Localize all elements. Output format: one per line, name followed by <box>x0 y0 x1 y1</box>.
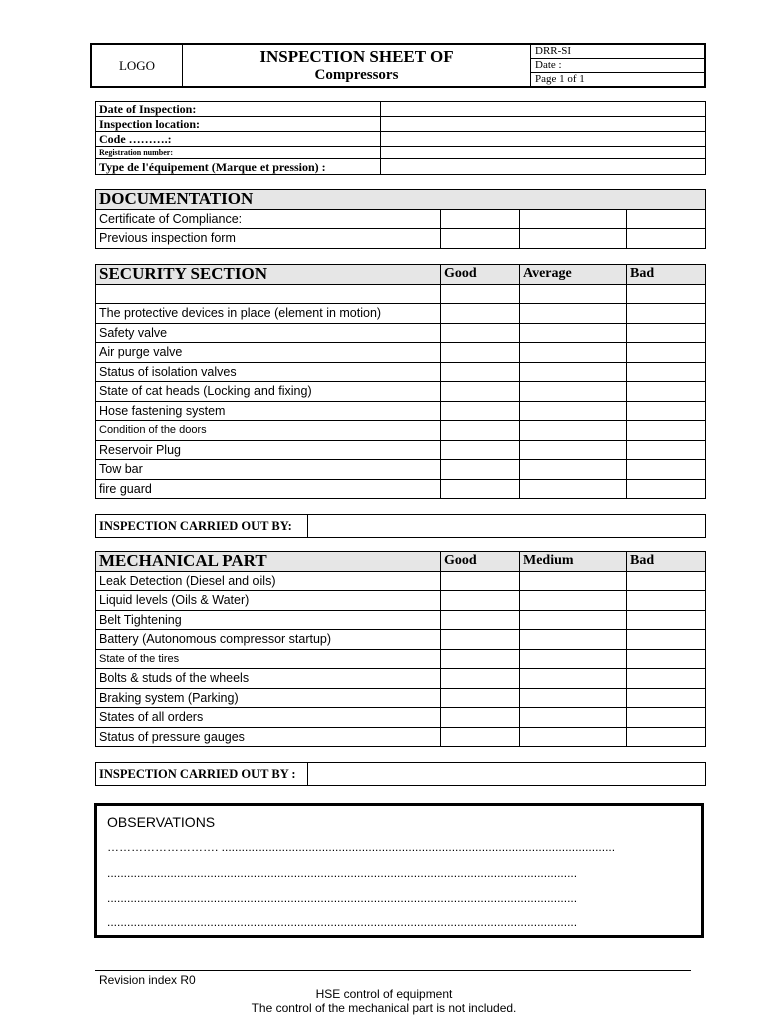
footer-line-2: The control of the mechanical part is not included. <box>251 1001 517 1015</box>
table-row <box>96 669 706 689</box>
registration-number-field[interactable] <box>381 147 706 159</box>
bad-cell[interactable] <box>627 323 706 343</box>
bad-cell[interactable] <box>627 610 706 630</box>
middle-cell[interactable] <box>520 421 627 441</box>
good-cell[interactable] <box>441 343 520 363</box>
table-row <box>96 479 706 499</box>
row-label: Bolts & studs of the wheels <box>96 669 441 689</box>
title-line-1: INSPECTION SHEET OF <box>259 46 454 66</box>
good-cell[interactable] <box>441 284 520 304</box>
row-label: Condition of the doors <box>96 421 441 441</box>
inspection-carried-out-by-1 <box>95 514 706 538</box>
good-cell[interactable] <box>441 610 520 630</box>
inspection-location-field[interactable] <box>381 117 706 132</box>
document-title <box>183 44 531 87</box>
table-row <box>96 362 706 382</box>
bad-cell[interactable] <box>627 479 706 499</box>
table-row <box>96 229 706 249</box>
middle-cell[interactable] <box>520 401 627 421</box>
date-of-inspection-field[interactable] <box>381 102 706 117</box>
carried-out-label: INSPECTION CARRIED OUT BY: <box>99 519 292 533</box>
middle-cell[interactable] <box>520 708 627 728</box>
registration-number-label: Registration number: <box>96 147 381 159</box>
column-good: Good <box>441 265 520 285</box>
doc-cell[interactable] <box>627 209 706 229</box>
security-section-title: SECURITY SECTION <box>96 265 441 285</box>
equipment-type-label: Type de l'équipement (Marque et pression) : <box>96 159 381 175</box>
table-row <box>96 343 706 363</box>
bad-cell[interactable] <box>627 304 706 324</box>
doc-row-label: Certificate of Compliance: <box>96 209 441 229</box>
good-cell[interactable] <box>441 630 520 650</box>
document-code: DRR-SI <box>531 44 706 59</box>
good-cell[interactable] <box>441 669 520 689</box>
header-table <box>90 43 706 88</box>
mechanical-part-table <box>95 551 706 747</box>
row-label: Braking system (Parking) <box>96 688 441 708</box>
good-cell[interactable] <box>441 323 520 343</box>
observation-line-3: ............................................................................................................................................. <box>107 891 578 905</box>
good-cell[interactable] <box>441 688 520 708</box>
middle-cell[interactable] <box>520 382 627 402</box>
middle-cell[interactable] <box>520 460 627 480</box>
documentation-title: DOCUMENTATION <box>96 190 706 210</box>
table-row <box>96 304 706 324</box>
table-row <box>96 649 706 669</box>
middle-cell[interactable] <box>520 727 627 747</box>
table-row <box>96 688 706 708</box>
good-cell[interactable] <box>441 571 520 591</box>
row-label: Belt Tightening <box>96 610 441 630</box>
bad-cell[interactable] <box>627 343 706 363</box>
bad-cell[interactable] <box>627 460 706 480</box>
inspection-carried-out-by-2 <box>95 762 706 786</box>
table-row <box>96 460 706 480</box>
row-label: Reservoir Plug <box>96 440 441 460</box>
logo: LOGO <box>91 44 183 87</box>
documentation-table <box>95 189 706 249</box>
row-label: Status of pressure gauges <box>96 727 441 747</box>
doc-cell[interactable] <box>520 229 627 249</box>
title-line-2: Compressors <box>314 66 399 83</box>
table-row <box>96 591 706 611</box>
footer-line-1: HSE control of equipment <box>315 987 453 1001</box>
page-number: Page 1 of 1 <box>531 73 706 88</box>
good-cell[interactable] <box>441 401 520 421</box>
good-cell[interactable] <box>441 460 520 480</box>
middle-cell[interactable] <box>520 688 627 708</box>
bad-cell[interactable] <box>627 440 706 460</box>
middle-cell[interactable] <box>520 669 627 689</box>
document-date: Date : <box>531 59 706 73</box>
observations-title: OBSERVATIONS <box>107 814 216 830</box>
row-label: Tow bar <box>96 460 441 480</box>
bad-cell[interactable] <box>627 669 706 689</box>
bad-cell[interactable] <box>627 571 706 591</box>
middle-cell[interactable] <box>520 362 627 382</box>
middle-cell[interactable] <box>520 304 627 324</box>
table-row <box>96 571 706 591</box>
row-label <box>96 284 441 304</box>
inspection-location-label: Inspection location: <box>96 117 381 132</box>
doc-cell[interactable] <box>520 209 627 229</box>
good-cell[interactable] <box>441 382 520 402</box>
bad-cell[interactable] <box>627 401 706 421</box>
column-medium: Medium <box>520 552 627 572</box>
table-row <box>96 284 706 304</box>
table-row <box>96 708 706 728</box>
observation-line-1: ………………………. ...................................................................................................................... <box>107 840 616 854</box>
table-row <box>96 323 706 343</box>
row-label: Hose fastening system <box>96 401 441 421</box>
footer-divider <box>95 970 691 971</box>
row-label: Leak Detection (Diesel and oils) <box>96 571 441 591</box>
date-of-inspection-label: Date of Inspection: <box>96 102 381 117</box>
bad-cell[interactable] <box>627 591 706 611</box>
middle-cell[interactable] <box>520 440 627 460</box>
good-cell[interactable] <box>441 421 520 441</box>
middle-cell[interactable] <box>520 571 627 591</box>
good-cell[interactable] <box>441 649 520 669</box>
table-row <box>96 440 706 460</box>
column-average: Average <box>520 265 627 285</box>
row-label: The protective devices in place (element in motion) <box>96 304 441 324</box>
equipment-type-field[interactable] <box>381 159 706 175</box>
bad-cell[interactable] <box>627 708 706 728</box>
middle-cell[interactable] <box>520 323 627 343</box>
table-row <box>96 610 706 630</box>
row-label: State of cat heads (Locking and fixing) <box>96 382 441 402</box>
mechanical-part-title: MECHANICAL PART <box>96 552 441 572</box>
column-bad: Bad <box>627 265 706 285</box>
table-row <box>96 727 706 747</box>
inspection-info-table <box>95 101 706 175</box>
middle-cell[interactable] <box>520 284 627 304</box>
row-label: State of the tires <box>96 649 441 669</box>
table-row <box>96 421 706 441</box>
column-good: Good <box>441 552 520 572</box>
good-cell[interactable] <box>441 479 520 499</box>
good-cell[interactable] <box>441 591 520 611</box>
row-label: Battery (Autonomous compressor startup) <box>96 630 441 650</box>
table-row <box>96 209 706 229</box>
good-cell[interactable] <box>441 708 520 728</box>
doc-cell[interactable] <box>627 229 706 249</box>
doc-cell[interactable] <box>441 209 520 229</box>
good-cell[interactable] <box>441 727 520 747</box>
row-label: fire guard <box>96 479 441 499</box>
middle-cell[interactable] <box>520 630 627 650</box>
code-field[interactable] <box>381 132 706 147</box>
bad-cell[interactable] <box>627 630 706 650</box>
bad-cell[interactable] <box>627 727 706 747</box>
middle-cell[interactable] <box>520 479 627 499</box>
code-label: Code ……….: <box>96 132 381 147</box>
good-cell[interactable] <box>441 440 520 460</box>
security-section-table <box>95 264 706 499</box>
row-label: Safety valve <box>96 323 441 343</box>
table-row <box>96 401 706 421</box>
bad-cell[interactable] <box>627 649 706 669</box>
row-label: Air purge valve <box>96 343 441 363</box>
table-row <box>96 630 706 650</box>
observation-line-4: ............................................................................................................................................. <box>107 915 578 929</box>
observation-line-2: ............................................................................................................................................. <box>107 866 578 880</box>
observations-box[interactable] <box>94 803 704 938</box>
row-label: Status of isolation valves <box>96 362 441 382</box>
bad-cell[interactable] <box>627 421 706 441</box>
doc-cell[interactable] <box>441 229 520 249</box>
table-row <box>96 382 706 402</box>
carried-out-divider <box>307 763 308 785</box>
revision-index: Revision index R0 <box>99 973 196 987</box>
middle-cell[interactable] <box>520 649 627 669</box>
good-cell[interactable] <box>441 362 520 382</box>
column-bad: Bad <box>627 552 706 572</box>
bad-cell[interactable] <box>627 382 706 402</box>
middle-cell[interactable] <box>520 591 627 611</box>
good-cell[interactable] <box>441 304 520 324</box>
middle-cell[interactable] <box>520 343 627 363</box>
bad-cell[interactable] <box>627 284 706 304</box>
bad-cell[interactable] <box>627 688 706 708</box>
row-label: States of all orders <box>96 708 441 728</box>
carried-out-label: INSPECTION CARRIED OUT BY : <box>99 767 296 781</box>
doc-row-label: Previous inspection form <box>96 229 441 249</box>
bad-cell[interactable] <box>627 362 706 382</box>
carried-out-divider <box>307 515 308 537</box>
row-label: Liquid levels (Oils & Water) <box>96 591 441 611</box>
middle-cell[interactable] <box>520 610 627 630</box>
